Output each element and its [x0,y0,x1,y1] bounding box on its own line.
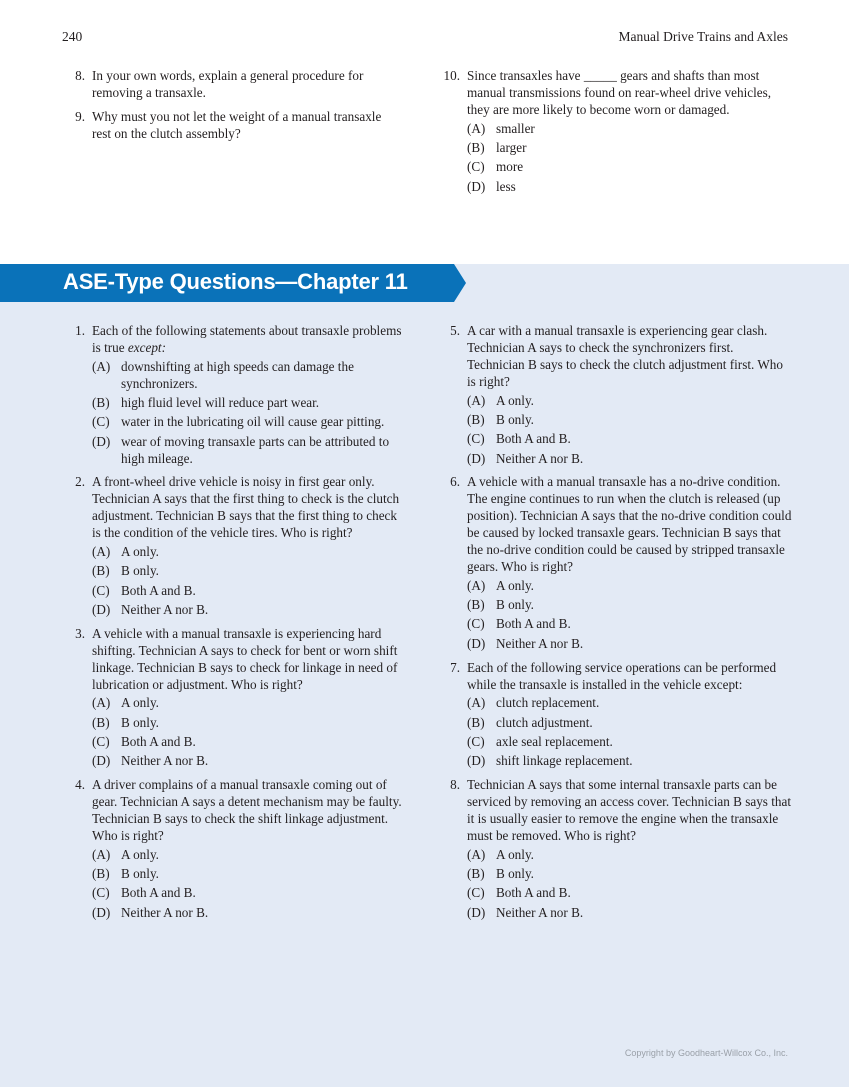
option-text: A only. [496,392,534,408]
option-label: (C) [467,885,485,901]
option-text: B only. [121,866,159,882]
option-text: B only. [121,563,159,579]
answer-option [467,734,792,751]
option-text: shift linkage replacement. [496,753,633,769]
option-label: (D) [467,178,486,194]
option-label: (C) [92,414,110,430]
stem-text: Since transaxles have _____ gears and shafts than most manual transmissions found on rear-wheel drive vehicles, they are more likely to become worn or damaged. [467,68,772,117]
option-text: B only. [496,866,534,882]
option-label: (D) [92,753,111,769]
question [75,474,402,618]
option-text: Both A and B. [121,734,196,750]
answer-option [92,695,402,712]
answer-options [467,121,792,196]
option-text: Both A and B. [121,582,196,598]
option-text: Neither A nor B. [496,450,584,466]
option-label: (A) [467,577,486,593]
question-stem [467,323,792,391]
ase-questions-left-column [75,323,402,929]
answer-option [467,885,792,902]
option-text: A only. [496,577,534,593]
answer-options [467,695,792,770]
option-text: water in the lubricating oil will cause gear pitting. [121,414,385,430]
question-stem [467,474,792,575]
answer-option [467,753,792,770]
page-number: 240 [62,29,83,44]
review-questions-left-column [75,68,402,150]
stem-text: Each of the following service operations can be performed while the transaxle is installed in the vehicle except: [467,659,777,692]
answer-option [92,602,402,619]
question-number: 8. [75,68,85,83]
answer-options [92,695,402,770]
option-label: (C) [92,734,110,750]
question-number: 10. [443,68,460,83]
option-label: (B) [467,597,485,613]
option-text: A only. [496,846,534,862]
option-text: downshifting at high speeds can damage the synchronizers. [121,358,354,391]
option-label: (A) [467,846,486,862]
option-label: (D) [92,433,111,449]
stem-text: A driver complains of a manual transaxle coming out of gear. Technician A says a detent mechanism may be faulty. Technician B says to check the shift linkage adjustment. Who is right? [92,777,402,843]
answer-option [467,431,792,448]
option-text: B only. [496,411,534,427]
answer-option [92,715,402,732]
option-label: (B) [92,395,110,411]
answer-option [467,866,792,883]
answer-option [92,885,402,902]
question [450,777,792,921]
question [75,108,402,143]
question-number: 4. [75,777,85,793]
option-label: (C) [467,159,485,175]
question-stem [92,777,402,845]
answer-option [92,414,402,431]
option-label: (A) [467,695,486,711]
copyright: Copyright by Goodheart-Willcox Co., Inc. [624,1048,788,1058]
option-label: (D) [467,753,486,769]
question [443,68,792,196]
option-text: less [496,178,516,194]
answer-option [92,847,402,864]
answer-option [467,905,792,922]
answer-options [92,544,402,619]
option-label: (D) [92,904,111,920]
option-label: (A) [467,120,486,136]
answer-option [92,359,402,393]
question-number: 3. [75,625,85,641]
answer-option [92,734,402,751]
option-text: smaller [496,120,535,136]
question-number: 9. [75,108,85,124]
answer-options [467,847,792,922]
answer-option [467,597,792,614]
question-stem [467,660,792,694]
question-stem [467,68,792,119]
option-label: (C) [467,616,485,632]
option-text: larger [496,140,527,156]
answer-option [92,544,402,561]
ase-questions-right-column [450,323,792,929]
question-number: 1. [75,323,85,338]
option-label: (B) [92,714,110,730]
option-label: (A) [467,392,486,408]
answer-option [467,695,792,712]
section-title: ASE-Type Questions—Chapter 11 [63,269,408,294]
answer-options [467,578,792,653]
option-text: high fluid level will reduce part wear. [121,395,320,411]
option-text: Both A and B. [496,885,571,901]
option-label: (C) [92,582,110,598]
stem-text: In your own words, explain a general procedure for removing a transaxle. [92,68,364,100]
running-title: Manual Drive Trains and Axles [618,29,788,44]
question-stem [92,323,402,357]
option-label: (A) [92,846,111,862]
option-text: Neither A nor B. [496,904,584,920]
question-stem [467,777,792,845]
question-number: 2. [75,474,85,490]
option-text: more [496,159,524,175]
answer-option [467,451,792,468]
question [75,68,402,102]
answer-option [92,583,402,600]
option-label: (D) [92,601,111,617]
option-text: B only. [496,597,534,613]
option-label: (C) [92,885,110,901]
answer-option [92,905,402,922]
option-text: Both A and B. [496,431,571,447]
answer-option [467,393,792,410]
answer-options [92,359,402,468]
banner-arrow [454,264,466,302]
option-text: A only. [121,846,159,862]
option-label: (A) [92,695,111,711]
question-stem [92,109,402,143]
answer-option [92,563,402,580]
answer-option [467,847,792,864]
stem-text: A vehicle with a manual transaxle has a no-drive condition. The engine continues to run when the clutch is released (up position). Technician A says that the no-drive condition could be caused by locked transaxle gears. Technician B says that the no-drive condition could be caused by stripped transaxle gears. Who is right? [467,474,792,574]
option-label: (B) [92,563,110,579]
option-text: Both A and B. [496,616,571,632]
review-questions-right-column [443,68,792,203]
question-stem [92,474,402,542]
question [450,659,792,771]
answer-option [467,159,792,176]
question [75,625,402,770]
answer-option [467,140,792,157]
option-label: (A) [92,544,111,560]
option-label: (B) [467,411,485,427]
option-text: Neither A nor B. [496,635,584,651]
answer-option [92,434,402,468]
answer-option [467,715,792,732]
question [75,323,402,467]
answer-option [92,395,402,412]
option-label: (D) [467,450,486,466]
stem-text: A car with a manual transaxle is experiencing gear clash. Technician A says to check the synchronizers first. Technician B says to check the clutch adjustment first. Who is right? [467,323,783,389]
stem-text: Why must you not let the weight of a manual transaxle rest on the clutch assembly? [92,108,382,141]
answer-option [467,616,792,633]
stem-emphasis: except: [127,339,166,355]
answer-option [467,412,792,429]
question [450,474,792,652]
answer-options [467,393,792,468]
question [75,777,402,921]
option-label: (B) [467,714,485,730]
option-text: clutch replacement. [496,695,600,711]
option-text: A only. [121,695,159,711]
option-label: (C) [467,431,485,447]
answer-option [467,121,792,138]
question-number: 8. [450,777,460,793]
option-text: Neither A nor B. [121,753,209,769]
question-number: 7. [450,659,460,675]
option-text: Neither A nor B. [121,601,209,617]
option-text: A only. [121,544,159,560]
answer-option [467,578,792,595]
question-number: 6. [450,474,460,490]
answer-option [467,636,792,653]
stem-text: A vehicle with a manual transaxle is experiencing hard shifting. Technician A says to check for bent or worn shift linkage. Technician B says to check for linkage in need of lubrication or adjustment. Who is right? [92,625,398,692]
option-label: (D) [467,904,486,920]
option-text: B only. [121,714,159,730]
option-label: (C) [467,734,485,750]
option-text: axle seal replacement. [496,734,613,750]
question-stem [92,626,402,694]
answer-option [467,179,792,196]
option-label: (D) [467,635,486,651]
option-text: clutch adjustment. [496,714,593,730]
stem-text: Each of the following statements about transaxle problems is true [92,323,402,355]
answer-option [92,753,402,770]
option-label: (B) [467,866,485,882]
option-text: Both A and B. [121,885,196,901]
question-number: 5. [450,323,460,338]
stem-text: Technician A says that some internal transaxle parts can be serviced by removing an access cover. Technician B says that it is usually easier to remove the engine when the transaxle must be removed. Who is right? [467,777,792,843]
answer-option [92,866,402,883]
option-text: wear of moving transaxle parts can be attributed to high mileage. [121,433,390,466]
question-stem [92,68,402,102]
option-text: Neither A nor B. [121,904,209,920]
option-label: (A) [92,358,111,374]
option-label: (B) [467,140,485,156]
question [450,323,792,467]
answer-options [92,847,402,922]
option-label: (B) [92,866,110,882]
stem-text: A front-wheel drive vehicle is noisy in first gear only. Technician A says that the first thing to check is the clutch adjustment. Technician B says that the first thing to check is the condition of the vehicle tires. Who is right? [92,474,400,541]
